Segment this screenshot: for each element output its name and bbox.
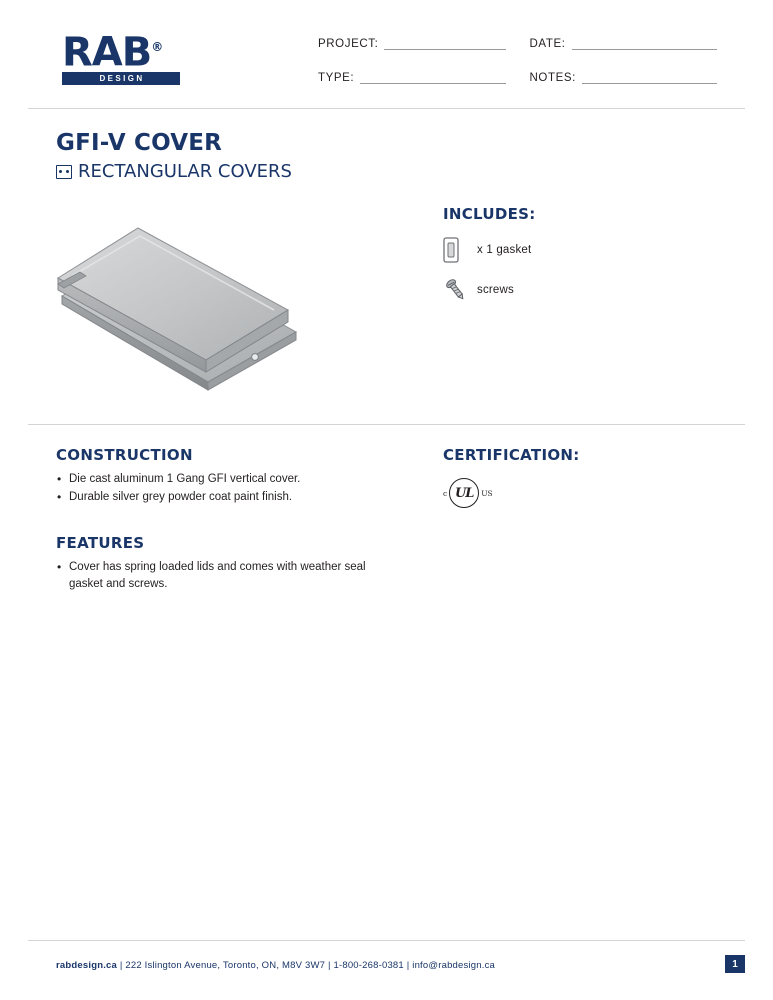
type-label: TYPE: xyxy=(318,72,355,84)
project-field[interactable] xyxy=(318,34,506,50)
logo-word-text: RAB xyxy=(62,29,152,76)
logo-subtext: DESIGN xyxy=(62,72,180,85)
features-list xyxy=(56,559,386,593)
date-field[interactable] xyxy=(530,34,718,50)
header-fields-left xyxy=(318,34,506,102)
page-subtitle: RECTANGULAR COVERS xyxy=(78,161,292,182)
rectangular-cover-icon xyxy=(56,165,72,179)
product-image xyxy=(50,200,310,400)
notes-input-line[interactable] xyxy=(582,73,717,84)
page-title: GFI-V COVER xyxy=(56,130,223,156)
logo-wordmark xyxy=(62,28,163,76)
header-fields xyxy=(318,34,717,102)
notes-label: NOTES: xyxy=(529,72,576,84)
footer-sep-2: | xyxy=(325,960,334,971)
construction-title: CONSTRUCTION xyxy=(56,446,193,464)
date-input-line[interactable] xyxy=(572,39,717,50)
registered-trademark-icon: ® xyxy=(151,40,163,54)
footer-website[interactable]: rabdesign.ca xyxy=(56,960,118,971)
header-fields-right xyxy=(530,34,718,102)
includes-title: INCLUDES: xyxy=(443,205,536,223)
type-input-line[interactable] xyxy=(360,73,505,84)
rab-design-logo xyxy=(62,28,180,85)
divider-top xyxy=(28,108,745,109)
footer-sep-3: | xyxy=(403,960,413,971)
project-label: PROJECT: xyxy=(318,38,379,50)
footer-email[interactable]: info@rabdesign.ca xyxy=(412,960,496,971)
list-item: • Cover has spring loaded lids and comes with weather seal gasket and screws. xyxy=(56,559,386,593)
includes-section xyxy=(443,205,703,303)
ul-mark-us-label: US xyxy=(481,488,493,498)
divider-bottom xyxy=(28,940,745,941)
includes-item xyxy=(443,277,703,303)
footer-phone[interactable]: 1-800-268-0381 xyxy=(333,960,404,971)
project-input-line[interactable] xyxy=(384,39,505,50)
screw-icon xyxy=(443,278,477,302)
footer-address: 222 Islington Avenue, Toronto, ON, M8V 3W7 xyxy=(125,960,326,971)
specs-left-column xyxy=(56,446,386,594)
certification-title: CERTIFICATION: xyxy=(443,446,580,464)
includes-screws-label: screws xyxy=(477,284,514,296)
footer-sep-1: | xyxy=(117,960,126,971)
ul-mark-circle: UL xyxy=(449,478,479,508)
page-header xyxy=(56,24,717,96)
includes-item xyxy=(443,237,703,263)
list-item: • Die cast aluminum 1 Gang GFI vertical cover. xyxy=(56,471,386,488)
page-footer xyxy=(56,960,495,971)
features-title: FEATURES xyxy=(56,534,145,552)
includes-gasket-label: x 1 gasket xyxy=(477,244,532,256)
gasket-icon xyxy=(443,237,477,263)
date-label: DATE: xyxy=(529,38,566,50)
list-item: • Durable silver grey powder coat paint finish. xyxy=(56,489,386,506)
certification-section xyxy=(443,446,723,510)
divider-middle xyxy=(28,424,745,425)
ul-mark-c-label: c xyxy=(443,488,448,498)
ul-listed-icon xyxy=(443,476,723,510)
notes-field[interactable] xyxy=(530,68,718,84)
construction-list xyxy=(56,471,386,506)
product-title-block xyxy=(56,130,292,182)
product-subtitle-row xyxy=(56,161,292,182)
type-field[interactable] xyxy=(318,68,506,84)
page-number-badge: 1 xyxy=(725,955,745,973)
